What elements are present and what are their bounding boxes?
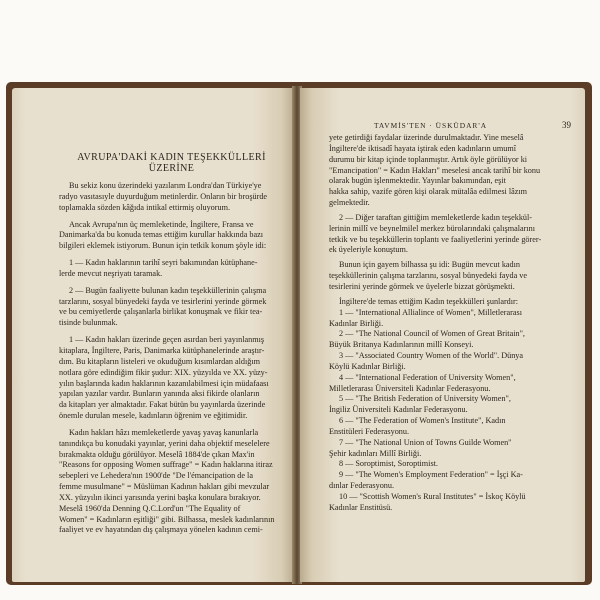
- text-line: bırakmakta olduğu görülüyor. Meselâ 1884'de çıkan Max'in: [59, 449, 255, 459]
- text-line: dınlar Federasyonu.: [329, 481, 395, 491]
- text-line: 7 — "The National Union of Towns Guilde Women": [339, 437, 512, 447]
- text-line: İngiltere'de iktisadî hayata iştirak eden kadınların umumî: [329, 143, 517, 153]
- text-line: 2 — Diğer taraftan gittiğim memleketlerde kadın teşekkül-: [339, 212, 533, 222]
- right-text-column: [329, 133, 551, 514]
- text-line: 2 — "The National Council of Women of Great Britain",: [339, 329, 525, 339]
- text-line: kitaplara, İngiltere, Paris, Danimarka kütüphanelerinde araştır-: [59, 345, 265, 355]
- text-line: ve bu cemiyetlerde çalışanlarla birlikat konuşmak ve fikir tea-: [59, 307, 263, 317]
- text-line: toplamakla sözden kâğıda intikal ettirmiş oluyorum.: [59, 202, 230, 212]
- text-line: İngiltere'de temas ettiğim Kadın teşekkülleri şunlardır:: [339, 296, 519, 306]
- text-line: tarzlarını, sosyal bünyedeki fayda ve tesirlerini yerinde görmek: [59, 296, 267, 306]
- text-line: Women" = Kadınların eşitliği" gibi. Bilhassa, meslek kadınlarının: [59, 514, 275, 524]
- text-line: "Emancipation" = Kadın Hakları" meselesi ancak tarihî bir konu: [329, 165, 541, 175]
- left-page: [12, 88, 294, 582]
- text-line: 3 — "Associated Country Women of the World". Dünya: [339, 351, 524, 361]
- text-line: 9 — "The Women's Employment Federation" = İşçi Ka-: [339, 470, 523, 480]
- text-line: Büyük Britanya Kadınlarının millî Konseyi.: [329, 340, 474, 350]
- text-line: Köylü Kadınlar Birliği.: [329, 361, 406, 371]
- text-line: da kitapları yer almaktadır. Fakat bütün bu yayınlarda üzerinde: [59, 400, 266, 410]
- text-line: XX. yüzyılın ikinci yarısında yerini başka konulara bırakıyor.: [59, 492, 261, 502]
- text-line: gelmektedir.: [329, 198, 370, 208]
- text-line: lerinin millî ve beynelmilel merkez bürolarındaki çalışmalarını: [329, 223, 535, 233]
- text-line: dım. Bu kitapların listeleri ve okuduğum kısımlardan aldığım: [59, 356, 261, 366]
- text-line: yete getirdiği faydalar üzerinde durulmaktadır. Yine meselâ: [329, 133, 524, 142]
- text-line: Bunun için gayem bilhassa şu idi: Bugün mevcut kadın: [339, 260, 521, 270]
- text-line: Şehir kadınları Millî Birliği.: [329, 448, 422, 458]
- text-line: faaliyet ve ev hayatından dış çalışmaya yönelen kadının cemi-: [59, 525, 263, 535]
- text-line: bilgileri eklemek istiyorum. Bunun için tetkik konum şöyle idi:: [59, 241, 267, 251]
- text-line: Ancak Avrupa'nın üç memleketinde, İngiltere, Fransa ve: [69, 219, 254, 229]
- text-line: sebepleri ve Lehedera'nın 1900'de "De l'émancipation de la: [59, 471, 253, 481]
- text-line: Bu sekiz konu üzerindeki yazılarım Londra'dan Türkiye'ye: [69, 181, 262, 190]
- text-line: 6 — "The Federation of Women's Institute", Kadın: [339, 416, 506, 426]
- text-line: Kadınlar Birliği.: [329, 318, 384, 328]
- text-line: 5 — "The British Federation of University Women",: [339, 394, 511, 404]
- text-line: 10 — "Scottish Women's Rural Institutes" = İskoç Köylü: [339, 492, 526, 501]
- text-line: 1 — "International Allialince of Women", Milletlerarası: [339, 307, 522, 317]
- running-head-title: TAVMİS'TEN · ÜSKÜDAR'A: [374, 121, 488, 130]
- text-line: tanındıkça bu konudaki yayınlar, yerini daha objektif meselelere: [59, 438, 270, 448]
- text-line: teşekküllerinin çalışma tarzlarını, sosyal bünyedeki fayda ve: [329, 271, 528, 281]
- text-line: Kadın hakları hâzı memleketlerde yavaş yavaş kanunlarla: [69, 427, 259, 437]
- text-line: tisinde bulunmak.: [59, 318, 118, 328]
- text-line: femme musulmane" = Müslüman Kadının hakları gibi mevzular: [59, 482, 270, 492]
- text-line: 8 — Soroptimist, Soroptimist.: [339, 459, 438, 469]
- text-line: radyo vasıtasıyle duyurduğum metinlerdir. Onların bir broşürde: [59, 191, 268, 201]
- text-line: Enstitüleri Federasyonu.: [329, 426, 410, 436]
- text-line: yapılan yazılar vardır. Bunların yanında aksi fikirde olanların: [59, 389, 260, 399]
- text-line: notlara göre edindiğim fikir şudur: XIX. yüzyılda ve XX. yüzy-: [59, 367, 268, 377]
- page-number: 39: [562, 120, 571, 130]
- text-line: Milletlerarası Üniversiteli Kadınlar Federasyonu.: [329, 383, 491, 393]
- text-line: yılın başlarında kadın haklarının kazanılabilmesi için müdafaası: [59, 378, 269, 388]
- text-line: tetkik ve bu teşekküllerin toplantı ve faaliyetlerini yerinde görer-: [329, 234, 542, 244]
- text-line: 4 — "International Federation of University Women",: [339, 372, 516, 382]
- text-line: durumu bir kitap içinde toplanmıştır. Artık öyle görülüyor ki: [329, 154, 528, 164]
- text-line: Kadınlar Enstitüsü.: [329, 502, 393, 512]
- chapter-heading: AVRUPA'DAKİ KADIN TEŞEKKÜLLERİ ÜZERİNE: [77, 152, 266, 174]
- text-line: hakka sahip, vazife gören kişi olarak mütalâa edilmesi lâzım: [329, 187, 528, 197]
- text-line: ek üyeleriyle konuştum.: [329, 245, 408, 255]
- text-line: olarak bugün işlenmektedir. Yayınlar bakımından, eşit: [329, 176, 506, 186]
- text-line: 2 — Bugün faaliyette bulunan kadın teşekküllerinin çalışma: [69, 285, 267, 295]
- right-page: [300, 88, 585, 582]
- left-text-column: [59, 181, 284, 536]
- text-line: "Reasons for opposing Women suffrage" = Kadın haklarına itiraz: [59, 460, 273, 470]
- text-line: 1 — Kadın hakları üzerinde geçen asırdan beri yayınlanmış: [69, 335, 265, 345]
- text-line: lerde mevcut neşriyatı taramak.: [59, 268, 163, 278]
- text-line: Meselâ 1960'da Denning Q.C.Lord'un "The Equality of: [59, 503, 241, 513]
- text-line: tesirlerini yerinde görmek ve üyelerle bizzat görüşmekti.: [329, 281, 515, 291]
- text-line: önemle durulan mesele, kadınların öğrenim ve eğitimidir.: [59, 411, 248, 421]
- text-line: 1 — Kadın haklarının tarihî seyri bakımından kütüphane-: [69, 258, 258, 268]
- text-line: Danimarka'da bu konuda temas ettiğim kurullar hakkında bazı: [59, 230, 264, 240]
- text-line: İngiliz Üniversiteli Kadınlar Federasyonu.: [329, 405, 468, 415]
